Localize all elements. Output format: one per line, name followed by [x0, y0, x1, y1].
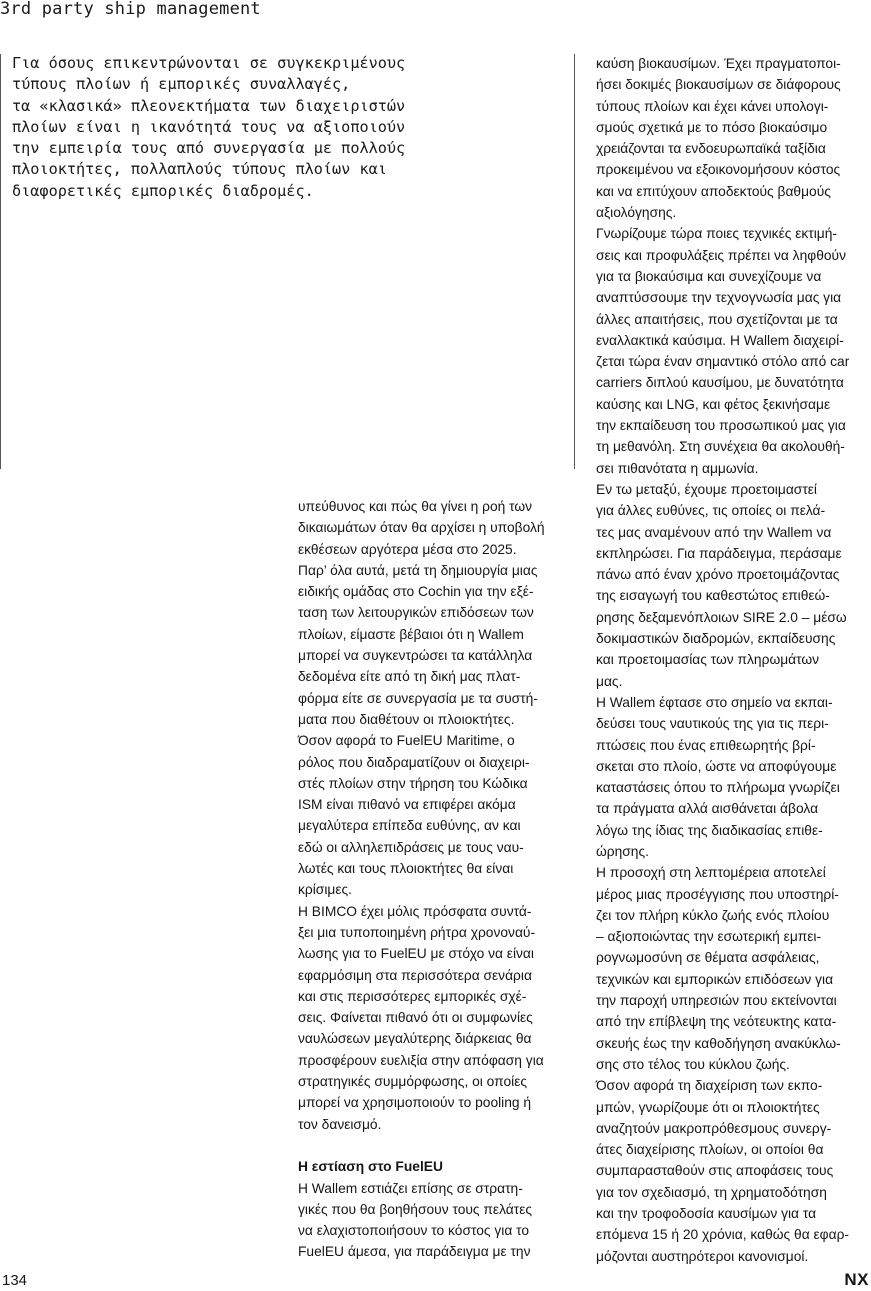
text-line: Η Wallem εστιάζει επίσης σε στρατη- — [298, 1180, 523, 1196]
text-line: καύση βιοκαυσίμων. Έχει πραγματοποι- — [596, 56, 841, 71]
text-line: τύπους πλοίων και έχει κάνει υπολογι- — [596, 98, 829, 114]
text-line: Όσον αφορά το FuelEU Maritime, ο — [298, 733, 515, 749]
text-line: της εισαγωγή του καθεστώτος επιθεώ- — [596, 588, 830, 604]
text-line: Η προσοχή στη λεπτομέρεια αποτελεί — [596, 865, 826, 881]
text-line: προσφέρουν ευελιξία στην απόφαση για — [298, 1052, 544, 1068]
pull-quote-line: πλοίων είναι η ικανότητά τους να αξιοποιούν — [12, 117, 406, 136]
text-line: FuelEU άμεσα, για παράδειγμα με την — [298, 1244, 531, 1260]
text-line: δικαιωμάτων όταν θα αρχίσει η υποβολή — [298, 520, 545, 536]
text-line: Εν τω μεταξύ, έχουμε προετοιμαστεί — [596, 481, 817, 497]
text-line: μπορεί να χρησιμοποιούν το pooling ή — [298, 1095, 532, 1111]
text-line: τη μεθανόλη. Στη συνέχεια θα ακολουθή- — [596, 439, 845, 455]
text-line: στρατηγικές συμμόρφωσης, οι οποίες — [298, 1074, 528, 1090]
text-line: λωτές και τους πλοιοκτήτες θα είναι — [298, 861, 514, 877]
text-line: σης στο τέλος του κύκλου ζωής. — [596, 1056, 790, 1072]
text-line: καταστάσεις όπου το πλήρωμα γνωρίζει — [596, 780, 840, 796]
text-line: την εκπαίδευση του προσωπικού μας για — [596, 418, 846, 434]
text-line: ταση των λειτουργικών επιδόσεων των — [298, 605, 534, 621]
subheading-fueleu-focus: Η εστίαση στο FuelEU — [298, 1159, 443, 1175]
text-line: καύσης και LNG, και φέτος ξεκινήσαμε — [596, 396, 831, 412]
text-line: και προετοιμασίας των πληρωμάτων — [596, 652, 820, 668]
text-line: δεδομένα είτε από τη δική μας πλατ- — [298, 669, 521, 685]
page-number: 134 — [2, 1272, 28, 1289]
pull-quote-line: διαφορετικές εμπορικές διαδρομές. — [12, 181, 314, 200]
text-line: εφαρμόσιμη στα περισσότερα σενάρια — [298, 967, 532, 983]
pull-quote — [12, 53, 472, 202]
text-line: Η BIMCO έχει μόλις πρόσφατα συντά- — [298, 903, 532, 919]
text-line: ISM είναι πιθανό να επιφέρει ακόμα — [298, 797, 516, 813]
section-header: 3rd party ship management — [0, 0, 261, 19]
text-line: Η Wallem έφτασε στο σημείο να εκπαι- — [596, 694, 833, 710]
text-line: ήσει δοκιμές βιοκαυσίμων σε διάφορους — [596, 77, 841, 93]
text-line: ώρησης. — [596, 843, 649, 859]
text-line: τα πράγματα αλλά αισθάνεται άβολα — [596, 801, 819, 817]
article-column-right — [596, 53, 871, 1267]
text-line: λωσης για το FuelEU με στόχο να είναι — [298, 946, 534, 962]
pull-quote-line: τύπους πλοίων ή εμπορικές συναλλαγές, — [12, 75, 351, 94]
middle-column-text-a — [298, 496, 574, 1135]
text-line: εκπληρώσει. Για παράδειγμα, περάσαμε — [596, 545, 842, 561]
text-line: τεχνικών και εμπορικών επιδόσεων για — [596, 971, 834, 987]
text-line: και την τροφοδοσία καυσίμων για τα — [596, 1206, 817, 1222]
text-line: Γνωρίζουμε τώρα ποιες τεχνικές εκτιμή- — [596, 226, 837, 242]
text-line: προκειμένου να εξοικονομήσουν κόστος — [596, 162, 841, 178]
text-line: σμούς σχετικά με το πόσο βιοκαύσιμο — [596, 119, 828, 135]
text-line: και να επιτύχουν αποδεκτούς βαθμούς — [596, 183, 831, 199]
middle-column-text-b — [298, 1178, 574, 1263]
text-line: χρειάζονται τα ενδοευρωπαϊκά ταξίδια — [596, 141, 826, 157]
text-line: αναζητούν μακροπρόθεσμους συνεργ- — [596, 1120, 832, 1136]
text-line: ρησης δεξαμενόπλοιων SIRE 2.0 – μέσω — [596, 609, 847, 625]
text-line: ζει τον πλήρη κύκλο ζωής ενός πλοίου — [596, 907, 830, 923]
text-line: ξει μια τυποποιημένη ρήτρα χρονοναύ- — [298, 924, 536, 940]
text-line: αναπτύσσουμε την τεχνογνωσία μας για — [596, 290, 842, 306]
text-line: μόζονται αυστηρότεροι κανονισμοί. — [596, 1248, 809, 1264]
text-line: μέρος μιας προσέγγισης που υποστηρί- — [596, 886, 839, 902]
text-line: σκεται στο πλοίο, ώστε να αποφύγουμε — [596, 758, 837, 774]
text-line: λόγω της ίδιας της διαδικασίας επιθε- — [596, 822, 823, 838]
text-line: κρίσιμες. — [298, 882, 352, 898]
text-line: πτώσεις που ένας επιθεωρητής βρί- — [596, 737, 816, 753]
text-line: τες μας αναμένουν από την Wallem να — [596, 524, 832, 540]
text-line: για τα βιοκαύσιμα και συνεχίζουμε να — [596, 268, 822, 284]
text-line: σεις και προφυλάξεις πρέπει να ληφθούν — [596, 247, 846, 263]
text-line: μεγαλύτερα επίπεδα ευθύνης, αν και — [298, 818, 521, 834]
text-line: και στις περισσότερες εμπορικές σχέ- — [298, 988, 527, 1004]
text-line: εναλλακτικά καύσιμα. Η Wallem διαχειρί- — [596, 332, 844, 348]
text-line: γικές που θα βοηθήσουν τους πελάτες — [298, 1201, 532, 1217]
text-line: δεύσει τους ναυτικούς της για τις περι- — [596, 716, 829, 732]
text-line: τον δανεισμό. — [298, 1116, 382, 1132]
text-line: για άλλες ευθύνες, τις οποίες οι πελά- — [596, 503, 826, 519]
pull-quote-line: τα «κλασικά» πλεονεκτήματα των διαχειριστών — [12, 96, 406, 115]
pull-quote-line: Για όσους επικεντρώνονται σε συγκεκριμένους — [12, 54, 406, 72]
text-line: πλοίων, είμαστε βέβαιοι ότι η Wallem — [298, 626, 524, 642]
text-line: επόμενα 15 ή 20 χρόνια, καθώς θα εφαρ- — [596, 1227, 850, 1243]
text-line: ζεται τώρα έναν σημαντικό στόλο από car — [596, 354, 850, 370]
text-line: πάνω από έναν χρόνο προετοιμάζοντας — [596, 567, 840, 583]
pull-quote-rule — [0, 54, 1, 469]
text-line: ειδικής ομάδας στο Cochin για την εξέ- — [298, 584, 534, 600]
text-line: να ελαχιστοποιήσουν το κόστος για το — [298, 1223, 530, 1239]
text-line: ναυλώσεων μεγαλύτερης διάρκειας θα — [298, 1031, 532, 1047]
text-line: μπών, γνωρίζουμε ότι οι πλοιοκτήτες — [596, 1099, 820, 1115]
text-line: carriers διπλού καυσίμου, με δυνατότητα — [596, 375, 844, 391]
text-line: εδώ οι αλληλεπιδράσεις με τους ναυ- — [298, 839, 524, 855]
text-line: μας. — [596, 673, 623, 689]
column-divider-rule — [574, 54, 575, 469]
text-line: – αξιοποιώντας την εσωτερική εμπει- — [596, 929, 822, 945]
text-line: αξιολόγησης. — [596, 205, 677, 221]
pull-quote-line: την εμπειρία τους από συνεργασία με πολλούς — [12, 139, 406, 158]
text-line: άλλες απαιτήσεις, που σχετίζονται με τα — [596, 311, 838, 327]
text-line: στές πλοίων στην τήρηση του Κώδικα — [298, 775, 528, 791]
text-line: ματα που διαθέτουν οι πλοιοκτήτες. — [298, 711, 515, 727]
text-line: άτες διαχείρισης πλοίων, οι οποίοι θα — [596, 1142, 824, 1158]
text-line: ρόλος που διαδραματίζουν οι διαχειρι- — [298, 754, 530, 770]
text-line: εκθέσεων αργότερα μέσα στο 2025. — [298, 541, 517, 557]
text-line: συμπαρασταθούν στις αποφάσεις τους — [596, 1163, 834, 1179]
text-line: Παρ’ όλα αυτά, μετά τη δημιουργία μιας — [298, 562, 538, 578]
text-line: Όσον αφορά τη διαχείριση των εκπο- — [596, 1078, 823, 1094]
article-column-middle — [298, 496, 574, 1263]
text-line: φόρμα είτε σε συνεργασία με τα συστή- — [298, 690, 538, 706]
text-line: σει πιθανότατα η αμμωνία. — [596, 460, 759, 476]
text-line: για τον σχεδιασμό, τη χρηματοδότηση — [596, 1184, 827, 1200]
text-line: σκευής έως την καθοδήγηση ανακύκλω- — [596, 1035, 841, 1051]
text-line: ρογνωμοσύνη σε θέματα ασφάλειας, — [596, 950, 820, 966]
text-line: από την επίβλεψη της νεότευκτης κατα- — [596, 1014, 837, 1030]
magazine-logo: NX — [844, 1270, 869, 1289]
text-line: υπεύθυνος και πώς θα γίνει η ροή των — [298, 499, 533, 514]
text-line: μπορεί να συγκεντρώσει τα κατάλληλα — [298, 648, 533, 664]
text-line: σεις. Φαίνεται πιθανό ότι οι συμφωνίες — [298, 1010, 533, 1026]
text-line: δοκιμαστικών διαδρομών, εκπαίδευσης — [596, 631, 836, 647]
pull-quote-line: πλοιοκτήτες, πολλαπλούς τύπους πλοίων και — [12, 160, 387, 179]
text-line: την παροχή υπηρεσιών που εκτείνονται — [596, 993, 837, 1009]
